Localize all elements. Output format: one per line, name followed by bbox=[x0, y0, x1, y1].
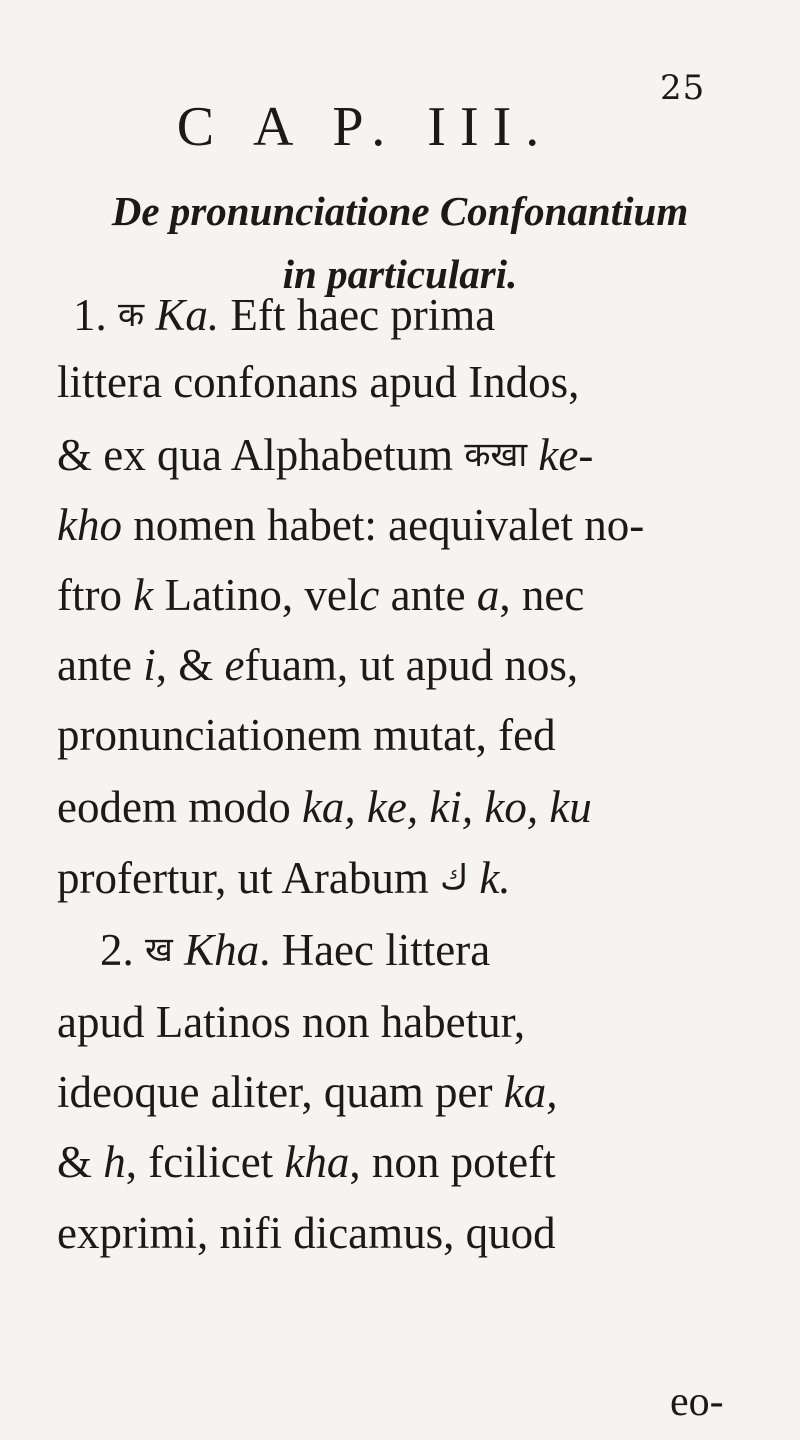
section-subtitle-line-1: De pronunciatione Confonantium bbox=[111, 188, 689, 234]
paragraph-number: 1. bbox=[73, 290, 107, 340]
devanagari-kha-glyph: ख bbox=[145, 930, 173, 970]
line-text: , & bbox=[155, 640, 214, 690]
line-text: eodem modo bbox=[57, 782, 291, 832]
paragraph-2-line-2: apud Latinos non habetur, bbox=[57, 997, 526, 1047]
paragraph-1-line-5 bbox=[57, 565, 584, 625]
italic-letter: a bbox=[476, 570, 500, 620]
paragraph-1-line-2: littera confonans apud Indos, bbox=[57, 357, 580, 407]
letter-name: Kha bbox=[184, 925, 260, 975]
italic-letter: h bbox=[103, 1137, 126, 1187]
italic-word: ka, bbox=[503, 1067, 558, 1117]
section-subtitle-line-2: in particulari. bbox=[282, 251, 518, 297]
line-text: Latino, vel bbox=[164, 570, 360, 620]
line-text: nomen habet: aequivalet no- bbox=[133, 500, 645, 550]
paragraph-1-line-4 bbox=[57, 495, 644, 555]
devanagari-word-glyph: कखा bbox=[464, 435, 528, 475]
paragraph-1-line-6 bbox=[57, 635, 578, 695]
italic-letter: k. bbox=[479, 853, 511, 903]
line-text: . Haec littera bbox=[259, 925, 491, 975]
italic-word: kho bbox=[57, 500, 122, 550]
letter-name: Ka. bbox=[155, 290, 220, 340]
paragraph-1-line-1 bbox=[73, 285, 495, 345]
line-text: & bbox=[57, 1137, 93, 1187]
line-text: , non poteft bbox=[349, 1137, 556, 1187]
italic-letter: i bbox=[143, 640, 156, 690]
line-text: ante bbox=[57, 640, 132, 690]
paragraph-1-line-9 bbox=[57, 848, 511, 908]
paragraph-2-line-1 bbox=[100, 920, 490, 980]
italic-letter: k bbox=[133, 570, 154, 620]
paragraph-2-line-5: exprimi, nifi dicamus, quod bbox=[57, 1208, 556, 1258]
paragraph-2-line-3 bbox=[57, 1062, 558, 1122]
italic-letter: c bbox=[359, 570, 380, 620]
italic-syllables: ka, ke, ki, ko, ku bbox=[301, 782, 592, 832]
line-text: ftro bbox=[57, 570, 122, 620]
paragraph-1-line-7: pronunciationem mutat, fed bbox=[57, 710, 556, 760]
line-text: profertur, ut Arabum bbox=[57, 853, 429, 903]
paragraph-1-line-3 bbox=[57, 425, 593, 485]
line-text: , nec bbox=[499, 570, 585, 620]
arabic-kaf-glyph: ك bbox=[440, 858, 469, 898]
paragraph-1-line-8 bbox=[57, 777, 592, 837]
line-text: fuam, ut apud nos, bbox=[244, 640, 579, 690]
page-number: 25 bbox=[660, 68, 706, 108]
line-text: & ex qua Alphabetum bbox=[57, 430, 454, 480]
paragraph-number: 2. bbox=[100, 925, 134, 975]
chapter-heading: C A P. III. bbox=[176, 96, 554, 158]
paragraph-2-line-4 bbox=[57, 1132, 556, 1192]
catchword: eo- bbox=[670, 1379, 724, 1425]
italic-word: ke- bbox=[538, 430, 594, 480]
line-text: ideoque aliter, quam per bbox=[57, 1067, 493, 1117]
line-text: ante bbox=[390, 570, 466, 620]
devanagari-ka-glyph: क bbox=[118, 295, 145, 335]
line-text: , fcilicet bbox=[125, 1137, 274, 1187]
italic-letter: e bbox=[224, 640, 245, 690]
italic-word: kha bbox=[284, 1137, 350, 1187]
line-text: Eft haec prima bbox=[230, 290, 496, 340]
